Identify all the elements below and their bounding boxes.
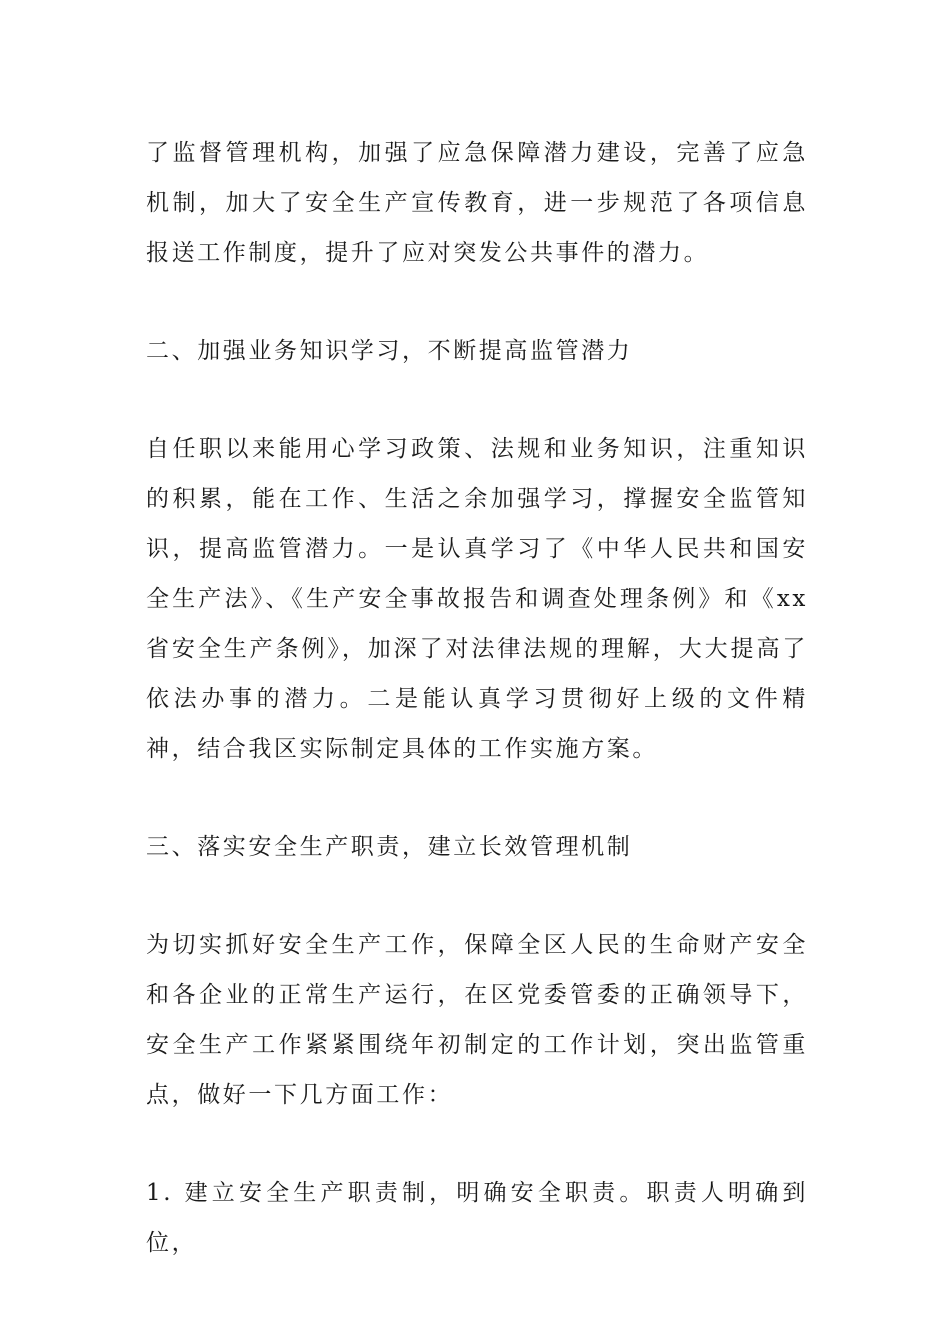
paragraph-study: 自任职以来能用心学习政策、法规和业务知识，注重知识的积累，能在工作、生活之余加强学习，撑握安全监管知识，提高监管潜力。一是认真学习了《中华人民共和国安全生产法》、《生产安全事故报告和调查处理条例》和《xx省安全生产条例》，加深了对法律法规的理解，大大提高了依法办事的潜力。二是能认真学习贯彻好上级的文件精神，结合我区实际制定具体的工作实施方案。	[146, 436, 808, 762]
paragraph-gap	[146, 1120, 808, 1168]
paragraph-gap	[146, 872, 808, 920]
paragraph-gap	[146, 774, 808, 822]
paragraph-item-1: 1. 建立安全生产职责制，明确安全职责。职责人明确到位，	[146, 1180, 808, 1256]
paragraph-safety-work: 为切实抓好安全生产工作，保障全区人民的生命财产安全和各企业的正常生产运行，在区党委管委的正确领导下，安全生产工作紧紧围绕年初制定的工作计划，突出监管重点，做好一下几方面工作：	[146, 932, 808, 1108]
paragraph-gap	[146, 376, 808, 424]
section-heading-2: 二、加强业务知识学习，不断提高监管潜力	[146, 338, 633, 364]
paragraph-intro: 了监督管理机构，加强了应急保障潜力建设，完善了应急机制，加大了安全生产宣传教育，进一步规范了各项信息报送工作制度，提升了应对突发公共事件的潜力。	[146, 140, 808, 266]
document-body	[146, 128, 808, 1268]
paragraph-gap	[146, 278, 808, 326]
section-heading-3: 三、落实安全生产职责，建立长效管理机制	[146, 834, 633, 860]
